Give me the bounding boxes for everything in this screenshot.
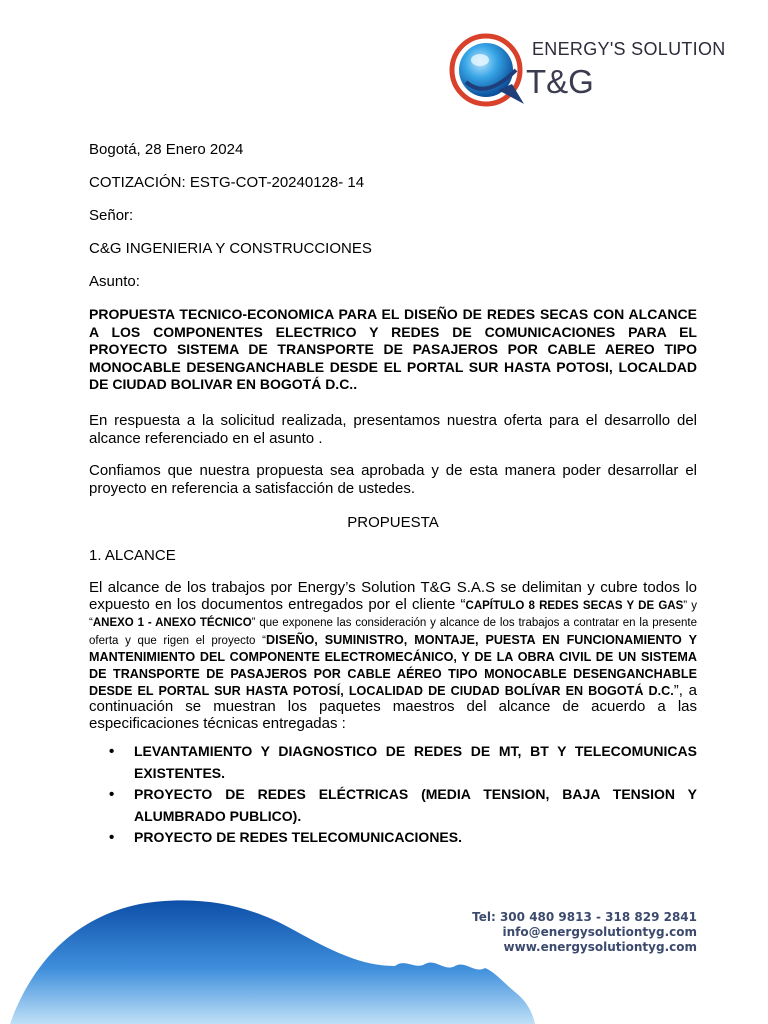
scope-text-3: ” que exponene las consideración y alcance de los trabajos a contratar en la presente oferta y que rigen el proyecto “ <box>89 617 697 647</box>
energy-swirl-icon <box>446 30 530 114</box>
intro-paragraph: En respuesta a la solicitud realizada, presentamos nuestra oferta para el desarrollo del alcance referenciado en el asunto . <box>89 412 697 447</box>
logo-text-top: ENERGY'S SOLUTION <box>532 39 726 59</box>
scope-text-4: ”, a continuación se muestran los paquetes maestros del alcance de acuerdo a las especificaciones técnicas entregadas : <box>89 681 697 732</box>
closing-paragraph: Confiamos que nuestra propuesta sea aprobada y de esta manera poder desarrollar el proyecto en referencia a satisfacción de ustedes. <box>89 462 697 497</box>
recipient-company: C&G INGENIERIA Y CONSTRUCCIONES <box>89 240 372 257</box>
scope-bullet-list <box>89 741 697 849</box>
footer-contact <box>472 910 697 955</box>
logo-text-bottom: T&G <box>526 63 594 100</box>
alcance-heading: 1. ALCANCE <box>89 547 176 564</box>
scope-bold-chapter: CAPÍTULO 8 REDES SECAS Y DE GAS <box>465 599 684 612</box>
salutation: Señor: <box>89 207 134 224</box>
company-logo <box>446 26 726 118</box>
subject-label: Asunto: <box>89 273 140 290</box>
list-item: • PROYECTO DE REDES ELÉCTRICAS (MEDIA TENSION, BAJA TENSION Y ALUMBRADO PUBLICO). <box>134 784 697 827</box>
footer-wave-graphic <box>0 888 540 1024</box>
scope-bold-annex: ANEXO 1 - ANEXO TÉCNICO <box>92 617 252 630</box>
quote-number: COTIZACIÓN: ESTG-COT-20240128- 14 <box>89 174 365 191</box>
scope-text-2: ” y “ <box>89 599 698 630</box>
footer-email[interactable]: info@energysolutiontyg.com <box>502 925 697 939</box>
scope-bold-project: DISEÑO, SUMINISTRO, MONTAJE, PUESTA EN FUNCIONAMIENTO Y MANTENIMIENTO DEL COMPONENTE ELECTROMECÁNICO, Y DE LA OBRA CIVIL DE UN SISTEMA DE TRANSPORTE DE PASAJEROS POR CABLE AÉREO TIPO MONOCABLE DESENGANCHABLE DESDE EL PORTAL SUR HASTA POTOSÍ, LOCALIDAD DE CIUDAD BOLÍVAR EN BOGOTÁ D.C. <box>89 632 697 698</box>
scope-paragraph <box>89 580 697 732</box>
letter-date: Bogotá, 28 Enero 2024 <box>89 141 244 158</box>
list-item: • LEVANTAMIENTO Y DIAGNOSTICO DE REDES DE MT, BT Y TELECOMUNICAS EXISTENTES. <box>134 741 697 784</box>
list-item: • PROYECTO DE REDES TELECOMUNICACIONES. <box>134 827 697 849</box>
scope-text-1: El alcance de los trabajos por Energy’s Solution T&G S.A.S se delimitan y cubre todos lo expuesto en los documentos entregados por el cliente “ <box>89 579 697 613</box>
subject-text: PROPUESTA TECNICO-ECONOMICA PARA EL DISEÑO DE REDES SECAS CON ALCANCE A LOS COMPONENTES ELECTRICO Y REDES DE COMUNICACIONES PARA EL PROYECTO SISTEMA DE TRANSPORTE DE PASAJEROS POR CABLE AEREO TIPO MONOCABLE DESENGANCHABLE DESDE EL PORTAL SUR HASTA POTOSI, LOCALDAD DE CIUDAD BOLIVAR EN BOGOTÁ D.C.. <box>89 306 697 392</box>
footer-website[interactable]: www.energysolutiontyg.com <box>503 940 697 954</box>
section-title: PROPUESTA <box>347 514 439 531</box>
footer-phone: Tel: 300 480 9813 - 318 829 2841 <box>472 910 697 924</box>
